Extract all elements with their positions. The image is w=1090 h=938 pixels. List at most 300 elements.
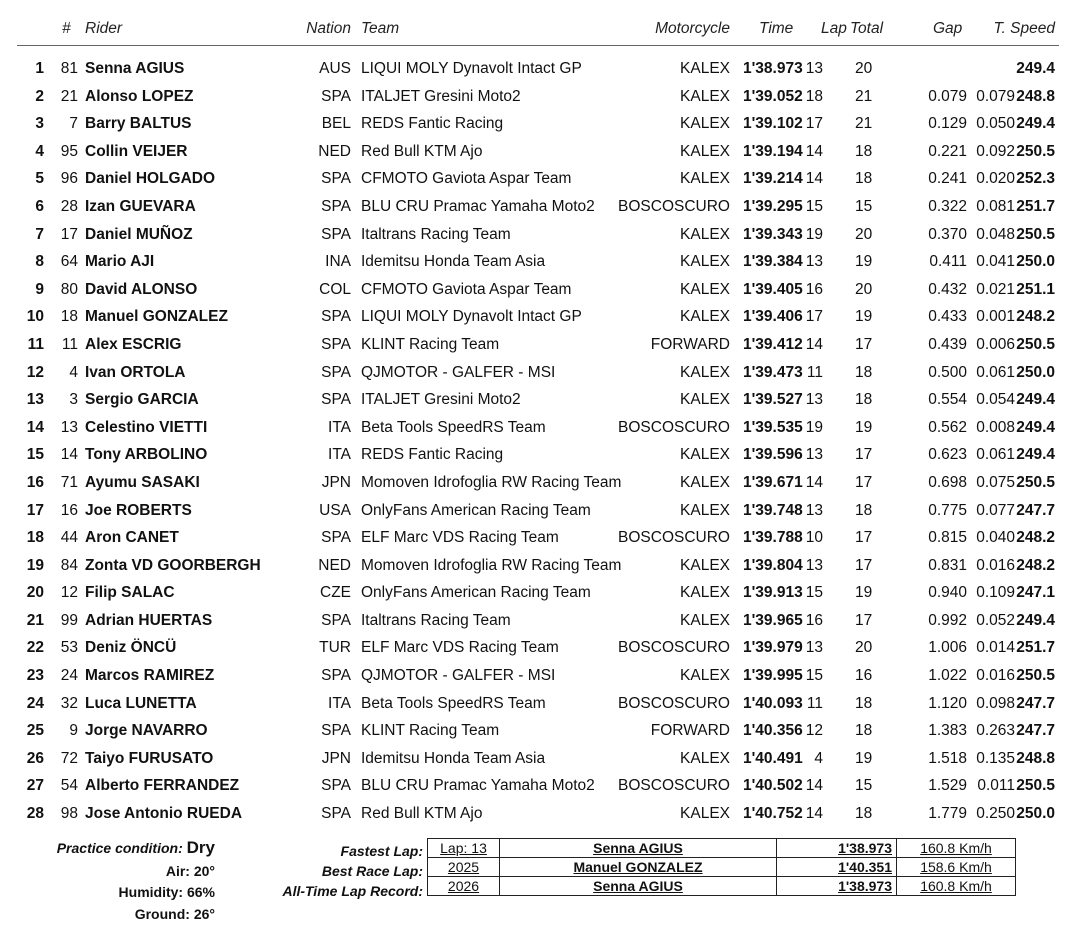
position: 9	[35, 280, 44, 298]
gap-previous: 0.098	[976, 694, 1015, 712]
best-lap: 17	[805, 308, 823, 326]
team: ITALJET Gresini Moto2	[361, 391, 521, 409]
header-number: #	[62, 20, 71, 37]
rider-number: 54	[60, 777, 78, 795]
gap-previous: 0.250	[976, 805, 1015, 823]
total-laps: 17	[855, 335, 873, 353]
lap-time: 1'40.752	[743, 805, 803, 823]
nation: SPA	[321, 667, 351, 685]
team: Beta Tools SpeedRS Team	[361, 694, 546, 712]
header-divider	[17, 45, 1059, 46]
gap-previous: 0.016	[976, 667, 1015, 685]
total-laps: 17	[855, 611, 873, 629]
best-lap: 16	[805, 611, 823, 629]
rider-number: 7	[69, 115, 78, 133]
table-row	[0, 251, 1090, 279]
total-laps: 20	[855, 280, 873, 298]
position: 17	[26, 501, 44, 519]
rider-number: 4	[69, 363, 78, 381]
gap-previous: 0.011	[977, 777, 1015, 795]
nation: SPA	[321, 777, 351, 795]
best-lap: 14	[805, 170, 823, 188]
record-row-best-race-lap	[428, 858, 1016, 877]
position: 13	[26, 391, 44, 409]
rider-number: 17	[60, 225, 78, 243]
top-speed: 250.5	[1016, 225, 1055, 243]
record-time: 1'38.973	[838, 878, 892, 894]
lap-time: 1'39.343	[743, 225, 803, 243]
gap-previous: 0.020	[976, 170, 1015, 188]
header-top-speed: T. Speed	[993, 20, 1055, 37]
motorcycle: KALEX	[680, 115, 730, 133]
rider-name: Alonso LOPEZ	[85, 87, 194, 105]
top-speed: 250.0	[1016, 363, 1055, 381]
gap-previous: 0.040	[976, 529, 1015, 547]
motorcycle: KALEX	[680, 556, 730, 574]
best-lap: 10	[805, 529, 823, 547]
rider-name: Daniel MUÑOZ	[85, 225, 193, 243]
rider-name: Taiyo FURUSATO	[85, 749, 214, 767]
total-laps: 20	[855, 639, 873, 657]
position: 14	[26, 418, 44, 436]
lap-time: 1'40.356	[743, 722, 803, 740]
position: 3	[35, 115, 44, 133]
motorcycle: KALEX	[680, 473, 730, 491]
total-laps: 18	[855, 501, 873, 519]
rider-number: 16	[60, 501, 78, 519]
best-lap: 12	[805, 722, 823, 740]
gap-first: 0.322	[928, 197, 967, 215]
lap-time: 1'39.406	[743, 308, 803, 326]
top-speed: 247.7	[1016, 722, 1055, 740]
top-speed: 249.4	[1016, 611, 1055, 629]
lap-time: 1'39.052	[743, 87, 803, 105]
team: REDS Fantic Racing	[361, 446, 504, 464]
best-lap: 19	[805, 418, 823, 436]
header-gap: Gap	[933, 20, 963, 37]
gap-previous: 0.109	[976, 584, 1015, 602]
team: BLU CRU Pramac Yamaha Moto2	[361, 197, 595, 215]
nation: SPA	[321, 335, 351, 353]
position: 26	[26, 749, 44, 767]
gap-previous: 0.048	[976, 225, 1015, 243]
gap-first: 0.432	[928, 280, 967, 298]
gap-first: 1.383	[928, 722, 967, 740]
gap-first: 0.562	[928, 418, 967, 436]
table-row	[0, 527, 1090, 555]
table-row	[0, 196, 1090, 224]
team: Momoven Idrofoglia RW Racing Team	[361, 473, 622, 491]
best-lap: 13	[805, 391, 823, 409]
motorcycle: KALEX	[680, 667, 730, 685]
lap-time: 1'39.412	[743, 335, 803, 353]
lap-time: 1'39.102	[743, 115, 803, 133]
team: Idemitsu Honda Team Asia	[361, 253, 546, 271]
rider-number: 99	[60, 611, 78, 629]
best-lap: 18	[805, 87, 823, 105]
lap-time: 1'39.748	[743, 501, 803, 519]
gap-first: 0.500	[928, 363, 967, 381]
motorcycle: KALEX	[680, 501, 730, 519]
motorcycle: KALEX	[680, 584, 730, 602]
table-row	[0, 86, 1090, 114]
lap-time: 1'40.491	[743, 749, 803, 767]
rider-number: 44	[60, 529, 78, 547]
record-year: 2025	[447, 859, 480, 875]
position: 6	[35, 197, 44, 215]
team: QJMOTOR - GALFER - MSI	[361, 667, 556, 685]
team: ELF Marc VDS Racing Team	[361, 639, 559, 657]
table-row	[0, 389, 1090, 417]
team: Red Bull KTM Ajo	[361, 142, 483, 160]
top-speed: 250.5	[1016, 667, 1055, 685]
nation: SPA	[321, 170, 351, 188]
lap-time: 1'39.295	[743, 197, 803, 215]
rider-name: Adrian HUERTAS	[85, 611, 213, 629]
rider-number: 18	[60, 308, 78, 326]
motorcycle: BOSCOSCURO	[618, 639, 730, 657]
best-lap: 11	[806, 363, 823, 381]
gap-previous: 0.135	[976, 749, 1015, 767]
total-laps: 15	[855, 197, 873, 215]
table-row	[0, 720, 1090, 748]
rider-name: Ayumu SASAKI	[85, 473, 200, 491]
top-speed: 247.7	[1016, 501, 1055, 519]
position: 18	[26, 529, 44, 547]
lap-time: 1'39.995	[743, 667, 803, 685]
best-lap: 13	[805, 501, 823, 519]
header-rider: Rider	[85, 20, 123, 37]
team: Beta Tools SpeedRS Team	[361, 418, 546, 436]
lap-time: 1'39.913	[743, 584, 803, 602]
total-laps: 19	[855, 584, 873, 602]
results-table	[0, 58, 1090, 831]
top-speed: 250.5	[1016, 142, 1055, 160]
lap-time: 1'39.194	[743, 142, 803, 160]
total-laps: 17	[855, 529, 873, 547]
record-time: 1'38.973	[838, 840, 892, 856]
gap-first: 0.370	[928, 225, 967, 243]
gap-previous: 0.006	[976, 335, 1015, 353]
best-lap: 14	[805, 777, 823, 795]
table-row	[0, 775, 1090, 803]
rider-number: 81	[60, 60, 78, 77]
motorcycle: KALEX	[680, 87, 730, 105]
position: 24	[26, 694, 44, 712]
gap-first: 1.120	[928, 694, 967, 712]
position: 2	[35, 87, 44, 105]
total-laps: 18	[855, 722, 873, 740]
table-row	[0, 113, 1090, 141]
total-laps: 19	[855, 308, 873, 326]
rider-name: Alberto FERRANDEZ	[85, 777, 240, 795]
lap-time: 1'39.979	[743, 639, 803, 657]
team: KLINT Racing Team	[361, 722, 500, 740]
rider-name: Alex ESCRIG	[85, 335, 182, 353]
table-row	[0, 334, 1090, 362]
rider-name: Mario AJI	[85, 253, 155, 271]
practice-condition-label: Practice condition:	[56, 840, 183, 856]
position: 10	[26, 308, 44, 326]
motorcycle: KALEX	[680, 308, 730, 326]
record-speed: 160.8 Km/h	[920, 840, 992, 856]
best-lap: 15	[805, 667, 823, 685]
gap-previous: 0.050	[976, 115, 1015, 133]
total-laps: 20	[855, 225, 873, 243]
top-speed: 249.4	[1016, 418, 1055, 436]
nation: SPA	[321, 363, 351, 381]
position: 20	[26, 584, 44, 602]
rider-name: Aron CANET	[85, 529, 179, 547]
position: 22	[26, 639, 44, 657]
nation: ITA	[328, 446, 351, 464]
gap-first: 0.831	[928, 556, 967, 574]
motorcycle: KALEX	[680, 142, 730, 160]
table-row	[0, 693, 1090, 721]
position: 7	[35, 225, 44, 243]
nation: SPA	[321, 87, 351, 105]
table-row	[0, 141, 1090, 169]
gap-first: 1.518	[928, 749, 967, 767]
record-row-fastest-lap	[428, 839, 1016, 858]
best-lap: 17	[805, 115, 823, 133]
position: 5	[35, 170, 44, 188]
total-laps: 19	[855, 749, 873, 767]
rider-number: 80	[60, 280, 78, 298]
rider-number: 21	[60, 87, 78, 105]
total-laps: 21	[855, 115, 873, 133]
table-row	[0, 362, 1090, 390]
gap-previous: 0.016	[976, 556, 1015, 574]
best-lap: 13	[805, 253, 823, 271]
rider-number: 28	[60, 197, 78, 215]
total-laps: 17	[855, 446, 873, 464]
total-laps: 21	[855, 87, 873, 105]
table-header	[0, 20, 1090, 42]
ground-temp: Ground: 26°	[134, 906, 215, 922]
motorcycle: KALEX	[680, 611, 730, 629]
lap-time: 1'39.965	[743, 611, 803, 629]
nation: SPA	[321, 722, 351, 740]
motorcycle: KALEX	[680, 280, 730, 298]
gap-previous: 0.092	[976, 142, 1015, 160]
top-speed: 250.0	[1016, 253, 1055, 271]
position: 1	[35, 60, 44, 77]
nation: COL	[319, 280, 351, 298]
nation: SPA	[321, 611, 351, 629]
top-speed: 248.2	[1016, 556, 1055, 574]
gap-first: 0.940	[928, 584, 967, 602]
position: 28	[26, 805, 44, 823]
gap-previous: 0.079	[976, 87, 1015, 105]
record-speed: 160.8 Km/h	[920, 878, 992, 894]
top-speed: 248.8	[1016, 87, 1055, 105]
total-laps: 19	[855, 253, 873, 271]
total-laps: 18	[855, 805, 873, 823]
team: LIQUI MOLY Dynavolt Intact GP	[361, 308, 582, 326]
rider-name: Jorge NAVARRO	[85, 722, 208, 740]
position: 27	[26, 777, 44, 795]
lap-time: 1'39.804	[743, 556, 803, 574]
lap-time: 1'39.671	[743, 473, 803, 491]
rider-name: Manuel GONZALEZ	[85, 308, 228, 326]
team: OnlyFans American Racing Team	[361, 501, 591, 519]
best-lap: 14	[805, 335, 823, 353]
rider-name: Barry BALTUS	[85, 115, 192, 133]
nation: ITA	[328, 418, 351, 436]
position: 8	[35, 253, 44, 271]
total-laps: 18	[855, 142, 873, 160]
best-lap: 13	[805, 60, 823, 77]
nation: AUS	[319, 60, 351, 77]
record-time: 1'40.351	[838, 859, 892, 875]
gap-first: 0.241	[928, 170, 967, 188]
top-speed: 250.5	[1016, 473, 1055, 491]
top-speed: 248.2	[1016, 308, 1055, 326]
top-speed: 249.4	[1016, 60, 1055, 77]
table-row	[0, 582, 1090, 610]
record-rider: Manuel GONZALEZ	[573, 859, 703, 875]
gap-previous: 0.052	[976, 611, 1015, 629]
nation: NED	[318, 556, 351, 574]
best-lap: 19	[805, 225, 823, 243]
best-lap: 4	[814, 749, 823, 767]
record-rider: Senna AGIUS	[593, 840, 683, 856]
position: 16	[26, 473, 44, 491]
humidity: Humidity: 66%	[118, 884, 215, 900]
best-lap: 15	[805, 197, 823, 215]
top-speed: 250.0	[1016, 805, 1055, 823]
team: QJMOTOR - GALFER - MSI	[361, 363, 556, 381]
gap-first: 1.779	[928, 805, 967, 823]
motorcycle: KALEX	[680, 253, 730, 271]
fastest-lap-label: Fastest Lap:	[340, 843, 423, 859]
practice-condition	[57, 838, 215, 858]
record-speed: 158.6 Km/h	[920, 859, 992, 875]
table-row	[0, 58, 1090, 86]
rider-name: Celestino VIETTI	[85, 418, 208, 436]
table-row	[0, 168, 1090, 196]
rider-name: Tony ARBOLINO	[85, 446, 208, 464]
gap-first: 0.698	[928, 473, 967, 491]
rider-name: Izan GUEVARA	[85, 197, 196, 215]
rider-number: 14	[60, 446, 78, 464]
lap-time: 1'39.214	[743, 170, 803, 188]
team: KLINT Racing Team	[361, 335, 500, 353]
nation: NED	[318, 142, 351, 160]
rider-name: Daniel HOLGADO	[85, 170, 216, 188]
rider-name: Luca LUNETTA	[85, 694, 197, 712]
gap-previous: 0.077	[976, 501, 1015, 519]
motorcycle: BOSCOSCURO	[618, 529, 730, 547]
top-speed: 249.4	[1016, 391, 1055, 409]
best-lap: 14	[805, 142, 823, 160]
team: OnlyFans American Racing Team	[361, 584, 591, 602]
nation: TUR	[319, 639, 351, 657]
rider-name: Deniz ÖNCÜ	[85, 639, 177, 657]
gap-previous: 0.263	[976, 722, 1015, 740]
team: CFMOTO Gaviota Aspar Team	[361, 170, 572, 188]
rider-number: 71	[60, 473, 78, 491]
gap-previous: 0.061	[976, 446, 1015, 464]
best-lap: 15	[805, 584, 823, 602]
motorcycle: KALEX	[680, 446, 730, 464]
best-lap: 11	[806, 694, 823, 712]
all-time-lap-record-label: All-Time Lap Record:	[282, 883, 423, 899]
table-row	[0, 803, 1090, 831]
top-speed: 251.7	[1016, 639, 1055, 657]
header-time: Time	[759, 20, 794, 37]
header-total: Total	[850, 20, 884, 37]
table-row	[0, 417, 1090, 445]
gap-first: 0.815	[928, 529, 967, 547]
top-speed: 250.5	[1016, 335, 1055, 353]
top-speed: 248.2	[1016, 529, 1055, 547]
records-table	[427, 838, 1016, 896]
total-laps: 16	[855, 667, 873, 685]
nation: SPA	[321, 529, 351, 547]
gap-previous: 0.075	[976, 473, 1015, 491]
gap-first: 0.439	[928, 335, 967, 353]
position: 12	[26, 363, 44, 381]
motorcycle: BOSCOSCURO	[618, 418, 730, 436]
table-row	[0, 555, 1090, 583]
nation: ITA	[328, 694, 351, 712]
table-row	[0, 224, 1090, 252]
lap-time: 1'39.596	[743, 446, 803, 464]
gap-previous: 0.021	[976, 280, 1015, 298]
top-speed: 252.3	[1016, 170, 1055, 188]
total-laps: 17	[855, 556, 873, 574]
rider-name: Joe ROBERTS	[85, 501, 192, 519]
team: Red Bull KTM Ajo	[361, 805, 483, 823]
best-race-lap-label: Best Race Lap:	[321, 863, 423, 879]
nation: INA	[325, 253, 351, 271]
rider-number: 96	[60, 170, 78, 188]
table-row	[0, 637, 1090, 665]
rider-name: Jose Antonio RUEDA	[85, 805, 243, 823]
rider-number: 53	[60, 639, 78, 657]
top-speed: 247.7	[1016, 694, 1055, 712]
gap-previous: 0.041	[976, 253, 1015, 271]
gap-first: 0.775	[928, 501, 967, 519]
header-nation: Nation	[306, 20, 351, 37]
gap-first: 0.129	[928, 115, 967, 133]
position: 23	[26, 667, 44, 685]
air-temp: Air: 20°	[165, 863, 215, 879]
rider-number: 24	[60, 667, 78, 685]
total-laps: 18	[855, 363, 873, 381]
motorcycle: KALEX	[680, 749, 730, 767]
gap-first: 1.006	[928, 639, 967, 657]
position: 19	[26, 556, 44, 574]
header-team: Team	[361, 20, 400, 37]
best-lap: 16	[805, 280, 823, 298]
rider-number: 98	[60, 805, 78, 823]
practice-condition-value: Dry	[186, 838, 215, 857]
lap-time: 1'39.527	[743, 391, 803, 409]
position: 21	[26, 611, 44, 629]
gap-first: 0.079	[928, 87, 967, 105]
lap-time: 1'38.973	[743, 60, 803, 77]
record-lap: Lap: 13	[440, 840, 487, 856]
rider-number: 84	[60, 556, 78, 574]
motorcycle: BOSCOSCURO	[618, 694, 730, 712]
table-row	[0, 748, 1090, 776]
gap-first: 0.992	[928, 611, 967, 629]
rider-name: Sergio GARCIA	[85, 391, 199, 409]
table-row	[0, 665, 1090, 693]
